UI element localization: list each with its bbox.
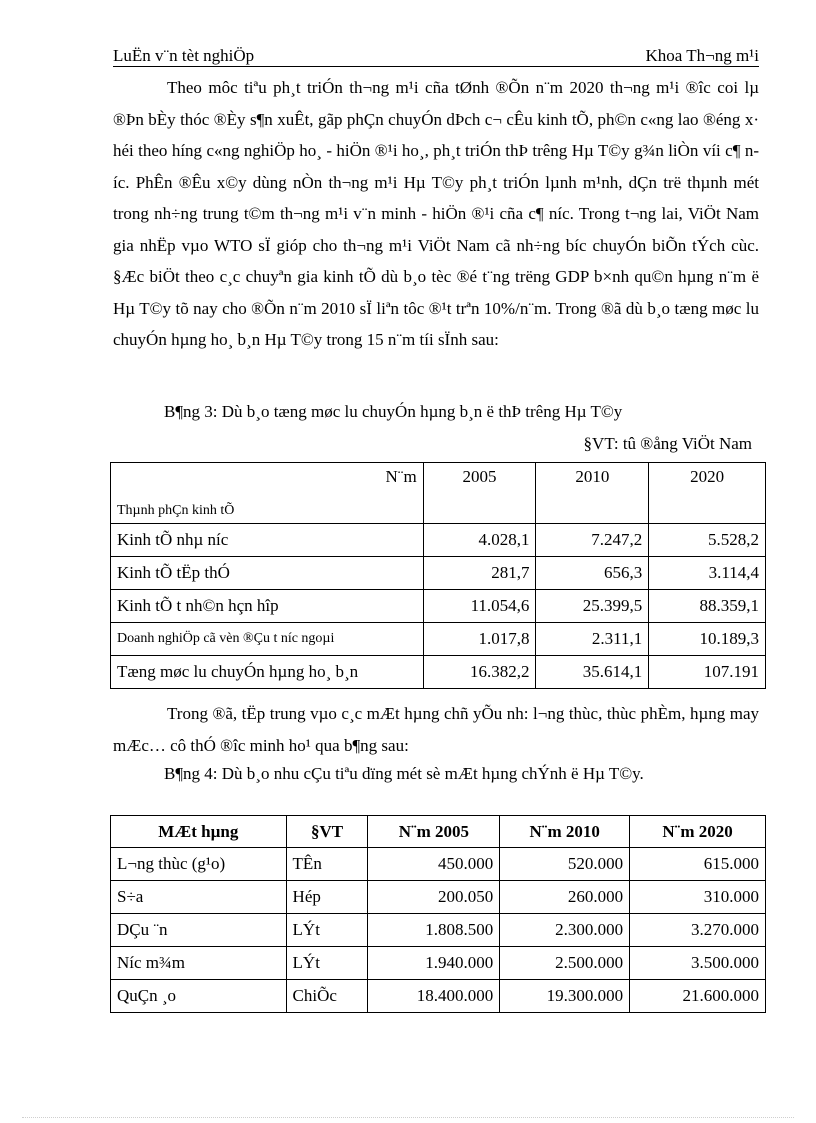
table-row	[111, 914, 766, 947]
value-cell: 1.940.000	[368, 947, 500, 980]
page-bottom-edge	[22, 1117, 794, 1118]
year-header: 2010	[536, 463, 649, 524]
value-cell: 260.000	[500, 881, 630, 914]
value-cell: 5.528,2	[649, 524, 766, 557]
table-row	[111, 524, 766, 557]
value-cell: 1.017,8	[423, 623, 536, 656]
table-row	[111, 557, 766, 590]
unit-cell: LÝt	[286, 914, 368, 947]
unit-cell: TÊn	[286, 848, 368, 881]
retail-turnover-table	[110, 462, 766, 689]
value-cell: 3.270.000	[630, 914, 766, 947]
paragraph-text: Trong ®ã, tËp trung vµo c¸c mÆt hµng chñ yÕu nh: l¬ng thùc, thùc phÈm, hµng may mÆc… cô thÓ ®îc minh ho¹ qua b¶ng sau:	[113, 704, 759, 755]
product-cell: S÷a	[111, 881, 287, 914]
unit-cell: LÝt	[286, 947, 368, 980]
row-label: Kinh tÕ t nh©n hçn hîp	[111, 590, 424, 623]
corner-year-label: N¨m	[385, 467, 417, 486]
value-cell: 11.054,6	[423, 590, 536, 623]
row-label: Doanh nghiÖp cã vèn ®Çu t níc ngoµi	[111, 623, 424, 656]
value-cell: 19.300.000	[500, 980, 630, 1013]
value-cell: 10.189,3	[649, 623, 766, 656]
value-cell: 1.808.500	[368, 914, 500, 947]
value-cell: 200.050	[368, 881, 500, 914]
value-cell: 4.028,1	[423, 524, 536, 557]
value-cell: 25.399,5	[536, 590, 649, 623]
column-header: §VT	[286, 816, 368, 848]
column-header: N¨m 2005	[368, 816, 500, 848]
page-header	[113, 44, 759, 67]
table-corner-cell	[111, 463, 424, 524]
value-cell: 7.247,2	[536, 524, 649, 557]
table-row	[111, 848, 766, 881]
value-cell: 88.359,1	[649, 590, 766, 623]
table4-caption: B¶ng 4: Dù b¸o nhu cÇu tiªu dïng mét sè mÆt hµng chÝnh ë Hµ T©y.	[164, 764, 644, 783]
unit-cell: ChiÕc	[286, 980, 368, 1013]
value-cell: 2.300.000	[500, 914, 630, 947]
table-row	[111, 590, 766, 623]
unit-cell: Hép	[286, 881, 368, 914]
row-label: Kinh tÕ tËp thÓ	[111, 557, 424, 590]
paragraph-forecast-intro	[113, 72, 759, 356]
value-cell: 3.114,4	[649, 557, 766, 590]
row-label: Kinh tÕ nhµ níc	[111, 524, 424, 557]
value-cell: 450.000	[368, 848, 500, 881]
value-cell: 281,7	[423, 557, 536, 590]
header-faculty: Khoa Th¬ng m¹i	[645, 46, 759, 65]
paragraph-focus-goods	[113, 698, 759, 761]
value-cell: 2.500.000	[500, 947, 630, 980]
table-row	[111, 980, 766, 1013]
value-cell: 310.000	[630, 881, 766, 914]
column-header: MÆt hµng	[111, 816, 287, 848]
value-cell: 35.614,1	[536, 656, 649, 689]
value-cell: 107.191	[649, 656, 766, 689]
table-header-row	[111, 463, 766, 524]
header-thesis-title: LuËn v¨n tèt nghiÖp	[113, 46, 255, 65]
year-header: 2005	[423, 463, 536, 524]
product-cell: L¬ng thùc (g¹o)	[111, 848, 287, 881]
table-row	[111, 623, 766, 656]
value-cell: 656,3	[536, 557, 649, 590]
value-cell: 3.500.000	[630, 947, 766, 980]
consumption-demand-table	[110, 815, 766, 1013]
corner-sector-label: Thµnh phÇn kinh tÕ	[117, 503, 235, 518]
value-cell: 18.400.000	[368, 980, 500, 1013]
product-cell: DÇu ¨n	[111, 914, 287, 947]
product-cell: QuÇn ¸o	[111, 980, 287, 1013]
column-header: N¨m 2020	[630, 816, 766, 848]
value-cell: 21.600.000	[630, 980, 766, 1013]
value-cell: 615.000	[630, 848, 766, 881]
column-header: N¨m 2010	[500, 816, 630, 848]
paragraph-text: Theo môc tiªu ph¸t triÓn th¬ng m¹i cña tØnh ®Õn n¨m 2020 th¬ng m¹i ®îc coi lµ ®Þn bÈy thóc ®Èy s¶n xuÊt, gãp phÇn chuyÓn dÞch c¬ cÊu kinh tÕ, ph©n c«ng lao ®éng x· héi theo híng c«ng nghiÖp ho¸ - hiÖn ®¹i ho¸, ph¸t triÓn thÞ trêng Hµ T©y g¾n liÒn víi c¶ níc. PhÊn ®Êu x©y dùng nÒn th¬ng m¹i Hµ T©y ph¸t triÓn lµnh m¹nh, dÇn trë thµnh mét trong nh÷ng trung t©m th¬ng m¹i v¨n minh - hiÖn ®¹i cña c¶ níc. Trong t¬ng lai, ViÖt Nam gia nhËp vµo WTO sÏ gióp cho th¬ng m¹i ViÖt Nam cã nh÷ng bíc chuyÓn biÕn tÝch cùc. §Æc biÖt theo c¸c chuyªn gia kinh tÕ dù b¸o tèc ®é t¨ng trëng GDP b×nh qu©n hµng n¨m ë Hµ T©y tõ nay cho ®Õn n¨m 2010 sÏ liªn tôc ®¹t trªn 10%/n¨m. Trong ®ã dù b¸o tæng møc lu chuyÓn hµng ho¸ b¸n Hµ T©y trong 15 n¨m tíi sÏnh sau:	[113, 78, 759, 349]
value-cell: 16.382,2	[423, 656, 536, 689]
table-header-row	[111, 816, 766, 848]
table-row	[111, 656, 766, 689]
table-row	[111, 881, 766, 914]
row-label: Tæng møc lu chuyÓn hµng ho¸ b¸n	[111, 656, 424, 689]
table-row	[111, 947, 766, 980]
value-cell: 520.000	[500, 848, 630, 881]
table3-unit: §VT: tû ®ång ViÖt Nam	[583, 434, 752, 453]
year-header: 2020	[649, 463, 766, 524]
table3-caption: B¶ng 3: Dù b¸o tæng møc lu chuyÓn hµng b¸n ë thÞ trêng Hµ T©y	[164, 402, 623, 421]
product-cell: Níc m¾m	[111, 947, 287, 980]
value-cell: 2.311,1	[536, 623, 649, 656]
